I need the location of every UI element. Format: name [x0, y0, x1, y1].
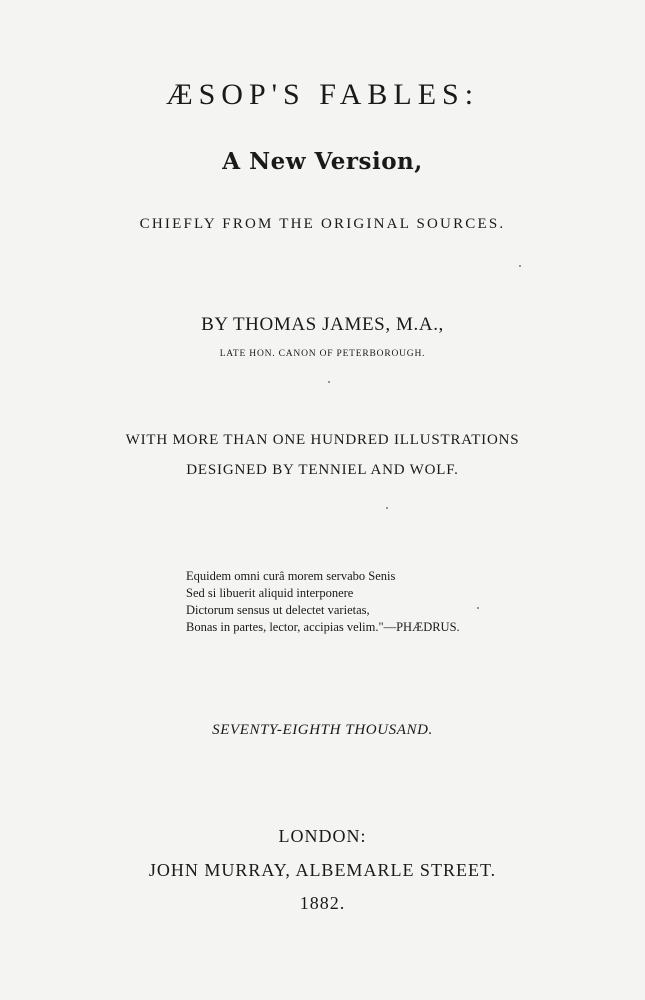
- paper-speck: [519, 265, 521, 267]
- epigraph-line: Sed si libuerit aliquid interponere: [186, 586, 354, 600]
- illustrations-line-1: WITH MORE THAN ONE HUNDRED ILLUSTRATIONS: [125, 432, 520, 448]
- author-note: LATE HON. CANON OF PETERBOROUGH.: [219, 349, 426, 359]
- book-title: ÆSOP'S FABLES:: [165, 78, 480, 111]
- epigraph-line: Equidem omni curâ morem servabo Senis: [186, 569, 396, 583]
- imprint-place: LONDON:: [278, 826, 367, 846]
- paper-speck: [386, 507, 388, 509]
- epigraph: [186, 568, 460, 636]
- epigraph-line: Bonas in partes, lector, accipias velim."—PHÆDRUS.: [186, 620, 460, 634]
- illustrations-line-2: DESIGNED BY TENNIEL AND WOLF.: [186, 462, 459, 478]
- imprint-year: 1882.: [299, 893, 346, 913]
- edition-line: SEVENTY-EIGHTH THOUSAND.: [212, 722, 433, 738]
- imprint-publisher: JOHN MURRAY, ALBEMARLE STREET.: [148, 860, 497, 880]
- epigraph-line: Dictorum sensus ut delectet varietas,: [186, 603, 370, 617]
- paper-speck: [477, 607, 479, 609]
- paper-speck: [328, 381, 330, 383]
- author-line: BY THOMAS JAMES, M.A.,: [201, 314, 444, 335]
- sources-line: CHIEFLY FROM THE ORIGINAL SOURCES.: [139, 216, 506, 232]
- book-subtitle: A New Version,: [222, 148, 423, 175]
